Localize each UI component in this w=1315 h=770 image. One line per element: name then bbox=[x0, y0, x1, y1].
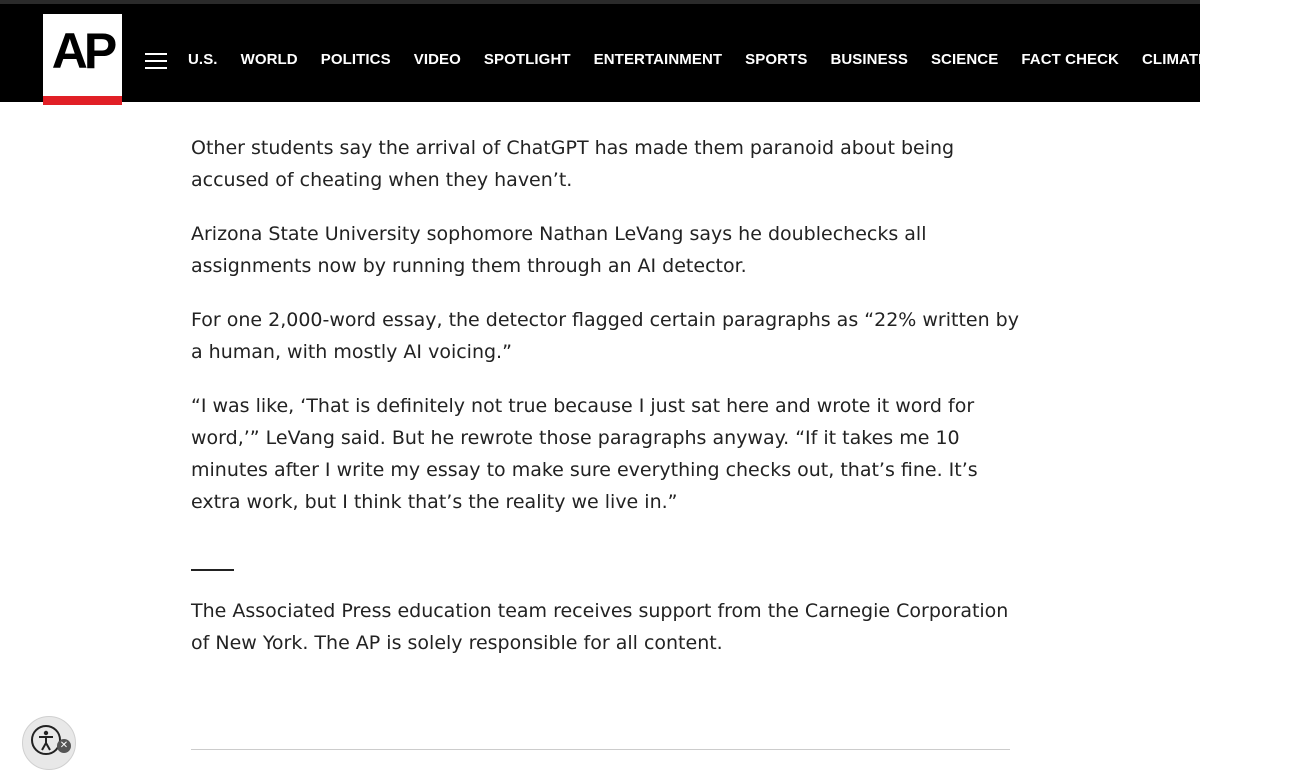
support-note: The Associated Press education team receives support from the Carnegie Corporation of New York. The AP is solely responsible for all content. bbox=[191, 600, 1009, 654]
nav-item-world[interactable]: WORLD bbox=[240, 51, 298, 68]
article-paragraph: “I was like, ‘That is definitely not true because I just sat here and wrote it word for word,’” LeVang said. But he rewrote those paragraphs anyway. “If it takes me 10 minutes after I write my essay to make sure everything checks out, that’s fine. It’s extra work, but I think that’s the reality we live in.” bbox=[191, 395, 978, 513]
close-icon[interactable]: ✕ bbox=[57, 739, 71, 753]
nav-item-entertainment[interactable]: ENTERTAINMENT bbox=[593, 51, 723, 68]
hamburger-menu-icon[interactable] bbox=[145, 52, 167, 70]
nav-item-science[interactable]: SCIENCE bbox=[930, 51, 999, 68]
nav-item-spotlight[interactable]: SPOTLIGHT bbox=[483, 51, 571, 68]
site-header bbox=[0, 0, 1292, 102]
ap-logo[interactable] bbox=[43, 14, 122, 105]
ap-logo-text: AP bbox=[51, 23, 114, 79]
main-nav bbox=[188, 51, 1315, 71]
ap-logo-red-bar bbox=[43, 96, 122, 105]
nav-item-us[interactable]: U.S. bbox=[188, 51, 218, 68]
nav-item-health[interactable]: HEALTH bbox=[1231, 51, 1292, 68]
article-body bbox=[191, 132, 1021, 540]
accessibility-icon[interactable] bbox=[22, 716, 76, 770]
section-divider bbox=[191, 569, 234, 571]
bottom-divider bbox=[191, 749, 1010, 750]
article-paragraph: For one 2,000-word essay, the detector flagged certain paragraphs as “22% written by a human, with mostly AI voicing.” bbox=[191, 309, 1019, 363]
nav-item-business[interactable]: BUSINESS bbox=[830, 51, 908, 68]
nav-item-fact-check[interactable]: FACT CHECK bbox=[1021, 51, 1119, 68]
nav-item-climate[interactable]: CLIMATE bbox=[1142, 51, 1209, 68]
nav-item-politics[interactable]: POLITICS bbox=[320, 51, 391, 68]
article-paragraph: Arizona State University sophomore Nathan LeVang says he doublechecks all assignments now by running them through an AI detector. bbox=[191, 223, 927, 277]
nav-item-video[interactable]: VIDEO bbox=[413, 51, 461, 68]
article-paragraph: Other students say the arrival of ChatGPT has made them paranoid about being accused of cheating when they haven’t. bbox=[191, 137, 955, 191]
nav-item-sports[interactable]: SPORTS bbox=[745, 51, 808, 68]
accessibility-person-icon bbox=[31, 725, 61, 755]
